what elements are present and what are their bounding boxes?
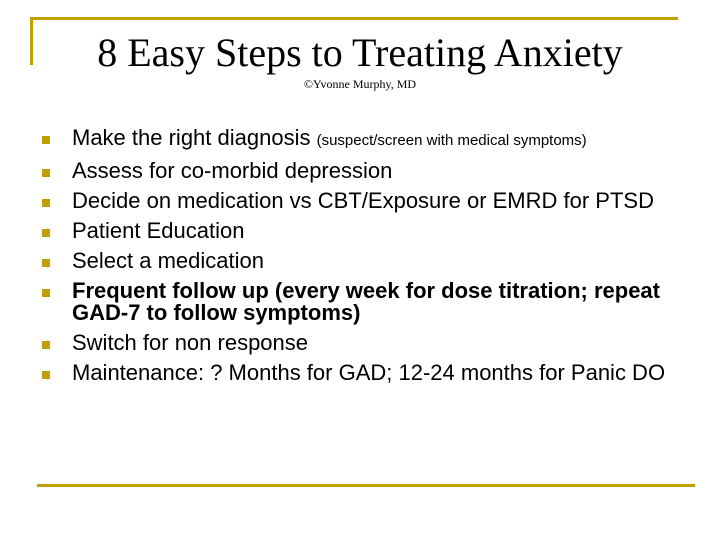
square-bullet-icon — [42, 199, 50, 207]
step-note: (suspect/screen with medical symptoms) — [316, 132, 587, 149]
slide-subtitle: ©Yvonne Murphy, MD — [303, 77, 417, 91]
step-text: Make the right diagnosis — [72, 125, 317, 150]
steps-list — [40, 127, 700, 392]
step-item — [40, 160, 700, 182]
step-text: Decide on medication vs CBT/Exposure or EMRD for PTSD — [72, 188, 654, 213]
slide-title: 8 Easy Steps to Treating Anxiety — [97, 30, 623, 75]
square-bullet-icon — [42, 136, 50, 144]
square-bullet-icon — [42, 259, 50, 267]
square-bullet-icon — [42, 341, 50, 349]
square-bullet-icon — [42, 229, 50, 237]
step-item — [40, 250, 700, 272]
step-text: Assess for co-morbid depression — [72, 158, 393, 183]
step-item — [40, 362, 700, 384]
step-item — [40, 127, 700, 152]
step-item — [40, 220, 700, 242]
step-item — [40, 280, 700, 324]
step-item — [40, 190, 700, 212]
title-frame-top-rule — [30, 17, 678, 20]
square-bullet-icon — [42, 289, 50, 297]
step-text: Patient Education — [72, 218, 245, 243]
step-text: Maintenance: ? Months for GAD; 12-24 months for Panic DO — [72, 360, 666, 385]
bottom-rule — [37, 484, 695, 487]
square-bullet-icon — [42, 169, 50, 177]
step-text: Frequent follow up (every week for dose titration; repeat GAD-7 to follow symptoms) — [72, 278, 660, 325]
square-bullet-icon — [42, 371, 50, 379]
step-item — [40, 332, 700, 354]
step-text: Switch for non response — [72, 330, 309, 355]
step-text: Select a medication — [72, 248, 264, 273]
